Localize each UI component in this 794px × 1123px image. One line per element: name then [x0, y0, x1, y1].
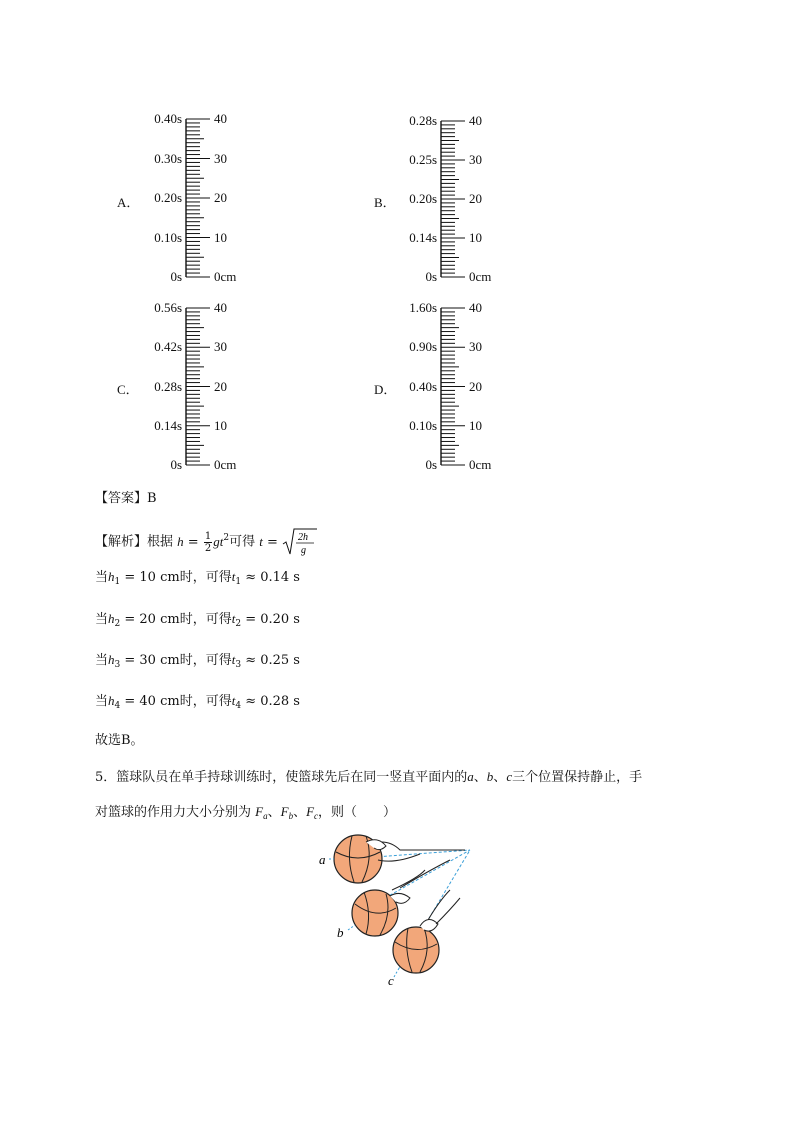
force-c-sub: c	[314, 811, 319, 821]
case-part: h	[108, 569, 115, 584]
case-part: 3	[114, 660, 121, 670]
case-part: ≈ 0.14 s	[241, 570, 300, 585]
ruler-length-label: 20	[469, 191, 482, 206]
ruler-time-label: 0.14s	[154, 417, 182, 433]
ruler-time-label: 0s	[170, 457, 182, 472]
case-part: 2	[235, 619, 242, 629]
label-b: b	[337, 925, 344, 940]
case-part: cm时，可得	[160, 653, 232, 668]
q5-text-1: 5．篮球队员在单手持球训练时，使篮球先后在同一竖直平面内的	[95, 770, 468, 785]
q5-var-c: c	[506, 769, 513, 784]
case-part: t	[231, 611, 236, 626]
ruler-length-label: 30	[469, 152, 482, 167]
ruler-time-label: 0.20s	[409, 191, 437, 206]
basketball-figure	[300, 830, 500, 995]
ruler-length-label: 0cm	[469, 269, 492, 284]
ruler-time-label: 0.20s	[154, 190, 182, 205]
svg-text:2h: 2h	[298, 532, 309, 543]
case-part: cm时，可得	[160, 570, 232, 585]
analysis-tag: 【解析】	[95, 534, 148, 550]
case-part: h	[108, 652, 115, 667]
case-part: t	[231, 652, 236, 667]
formula-h: h = $\frac{1}{2}$ $gt^2$	[177, 530, 230, 554]
ruler-length-label: 0cm	[214, 269, 237, 284]
ruler-length-label: 20	[214, 190, 227, 205]
answer-tag: 【答案】	[95, 491, 148, 506]
ruler-time-label: 0.28s	[154, 378, 182, 394]
analysis-intro-pre: 根据	[147, 534, 174, 550]
ruler-length-label: 10	[469, 230, 482, 245]
case-part: = 20	[120, 612, 161, 627]
case-part: 当	[95, 694, 109, 709]
ruler-length-label: 40	[469, 113, 482, 128]
q5-text-2-end: ，则（ ）	[318, 805, 397, 820]
case-part: 当	[95, 612, 109, 627]
q5-text-2: 对篮球的作用力大小分别为	[95, 805, 252, 820]
ruler-time-label: 0.10s	[154, 229, 182, 245]
answer-line	[95, 490, 157, 508]
ruler-length-label: 40	[469, 300, 482, 315]
case-part: 当	[95, 653, 109, 668]
ruler-time-label: 0s	[170, 269, 182, 284]
ruler-time-label: 0.25s	[409, 152, 437, 167]
ruler-time-label: 0.14s	[409, 230, 437, 245]
ruler-length-label: 0cm	[214, 457, 237, 472]
ruler-length-label: 20	[469, 378, 482, 394]
ruler-3	[441, 308, 465, 465]
ruler-2	[186, 308, 210, 465]
case-part: h	[108, 693, 115, 708]
label-c: c	[388, 973, 394, 988]
case-part: 4	[235, 701, 242, 711]
analysis-case	[95, 692, 300, 715]
case-part: = 0.20 s	[241, 612, 300, 627]
ruler-1	[441, 121, 465, 277]
case-part: 1	[235, 577, 242, 587]
ruler-time-label: 0.40s	[154, 111, 182, 126]
case-part: 3	[235, 660, 242, 670]
force-a-sub: a	[263, 811, 268, 821]
case-part: = 40	[120, 694, 161, 709]
case-part: t	[231, 569, 236, 584]
question-5-line-1: 5．篮球队员在单手持球训练时，使篮球先后在同一竖直平面内的a、b、c三个位置保持静止，手	[95, 769, 643, 785]
formula-t: t = 2h g	[259, 535, 318, 550]
answer-value: B	[147, 491, 157, 506]
ruler-length-label: 30	[214, 339, 227, 355]
ruler-time-label: 0s	[425, 457, 437, 472]
force-b-sub: b	[288, 811, 294, 821]
q5-var-b: b	[486, 769, 494, 784]
ruler-length-label: 30	[214, 150, 227, 166]
ruler-time-label: 1.60s	[409, 300, 437, 315]
ruler-0	[186, 119, 210, 277]
ruler-time-label: 0s	[425, 269, 437, 284]
case-part: t	[231, 693, 236, 708]
basketball-a	[334, 835, 465, 883]
ruler-time-label: 0.90s	[409, 339, 437, 355]
analysis-intro	[95, 527, 318, 557]
case-part: cm时，可得	[160, 612, 232, 627]
label-a: a	[319, 852, 326, 867]
ruler-length-label: 0cm	[469, 457, 492, 472]
ruler-time-label: 0.56s	[154, 300, 182, 315]
analysis-intro-mid: 可得	[229, 534, 256, 550]
ruler-time-label: 0.40s	[409, 378, 437, 394]
ruler-length-label: 10	[214, 417, 227, 433]
ruler-length-label: 40	[214, 111, 227, 126]
ruler-time-label: 0.28s	[409, 113, 437, 128]
case-part: ≈ 0.28 s	[241, 694, 300, 709]
ruler-length-label: 30	[469, 339, 482, 355]
option-label: D．	[374, 382, 397, 397]
case-part: ≈ 0.25 s	[241, 653, 300, 668]
conclusion: 故选B。	[95, 733, 144, 748]
svg-text:g: g	[301, 545, 307, 556]
case-part: = 10	[120, 570, 161, 585]
option-label: B．	[374, 195, 396, 210]
ruler-time-label: 0.30s	[154, 150, 182, 166]
case-part: 2	[114, 619, 121, 629]
analysis-case	[95, 568, 300, 591]
ruler-time-label: 0.42s	[154, 339, 182, 355]
q5-text-1-end: 三个位置保持静止，手	[512, 770, 643, 785]
ruler-length-label: 10	[469, 417, 482, 433]
case-part: 当	[95, 570, 109, 585]
ruler-time-label: 0.10s	[409, 417, 437, 433]
option-label: A．	[117, 195, 140, 210]
ruler-length-label: 10	[214, 229, 227, 245]
case-part: h	[108, 611, 115, 626]
case-part: 4	[114, 701, 121, 711]
analysis-case	[95, 610, 300, 633]
option-label: C．	[117, 382, 139, 397]
ruler-length-label: 40	[214, 300, 227, 315]
ruler-length-label: 20	[214, 378, 227, 394]
q5-var-a: a	[467, 769, 474, 784]
case-part: = 30	[120, 653, 161, 668]
case-part: cm时，可得	[160, 694, 232, 709]
case-part: 1	[114, 577, 121, 587]
analysis-case	[95, 651, 300, 674]
question-5-line-2: 对篮球的作用力大小分别为 $F_a$、$F_b$、$F_c$，则（ ）	[95, 804, 397, 821]
